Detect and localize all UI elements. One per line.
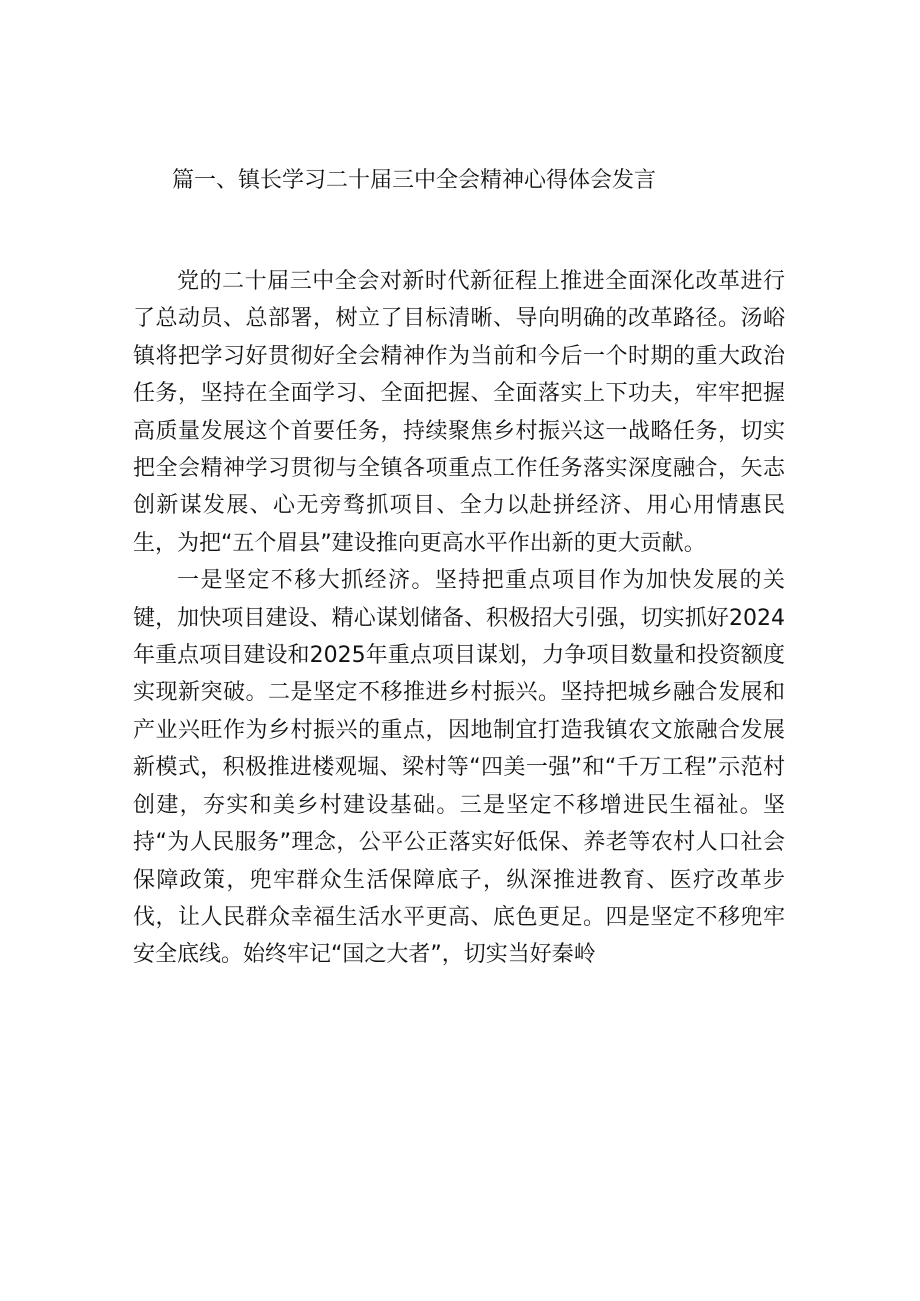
document-body bbox=[133, 263, 785, 974]
paragraph-intro: 党的二十届三中全会对新时代新征程上推进全面深化改革进行了总动员、总部署，树立了目标清晰、导向明确的改革路径。汤峪镇将把学习好贯彻好全会精神作为当前和今后一个时期的重大政治任务，坚持在全面学习、全面把握、全面落实上下功夫，牢牢把握高质量发展这个首要任务，持续聚焦乡村振兴这一战略任务，切实把全会精神学习贯彻与全镇各项重点工作任务落实深度融合，矢志创新谋发展、心无旁骛抓项目、全力以赴拼经济、用心用情惠民生，为把“五个眉县”建设推向更高水平作出新的更大贡献。 bbox=[133, 269, 785, 556]
document-title: 篇一、镇长学习二十届三中全会精神心得体会发言 bbox=[172, 168, 657, 193]
paragraph-measures: 一是坚定不移大抓经济。坚持把重点项目作为加快发展的关键，加快项目建设、精心谋划储备、积极招大引强，切实抓好2024年重点项目建设和2025年重点项目谋划，力争项目数量和投资额度实现新突破。二是坚定不移推进乡村振兴。坚持把城乡融合发展和产业兴旺作为乡村振兴的重点，因地制宜打造我镇农文旅融合发展新模式，积极推进楼观堀、梁村等“四美一强”和“千万工程”示范村创建，夯实和美乡村建设基础。三是坚定不移增进民生福祉。坚持“为人民服务”理念，公平公正落实好低保、养老等农村人口社会保障政策，兜牢群众生活保障底子，纵深推进教育、医疗改革步伐，让人民群众幸福生活水平更高、底色更足。四是坚定不移兜牢安全底线。始终牢记“国之大者”，切实当好秦岭 bbox=[133, 568, 785, 968]
